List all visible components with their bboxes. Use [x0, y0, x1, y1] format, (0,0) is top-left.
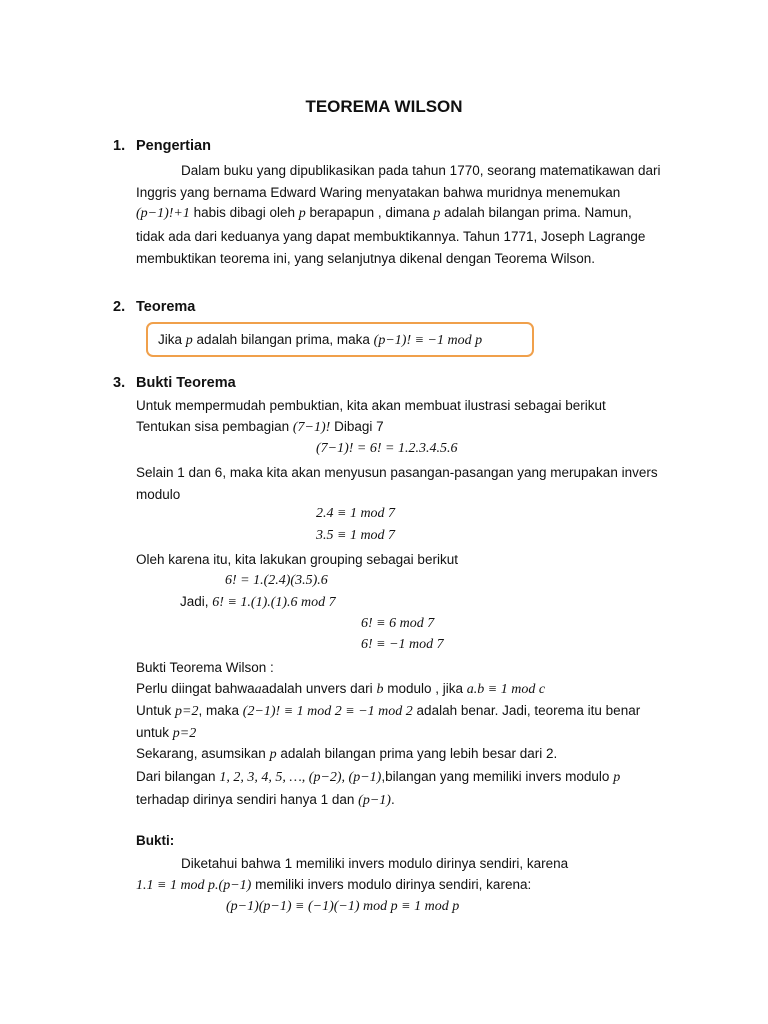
- text: habis dibagi oleh: [193, 205, 295, 220]
- math-7-factorial: (7−1)!: [292, 420, 331, 435]
- text: untuk: [136, 725, 170, 740]
- text: adalah bilangan prima, maka: [196, 332, 370, 347]
- section-3-line-13: [136, 792, 395, 809]
- text: adalah unvers dari: [261, 681, 373, 696]
- math-p: p: [433, 206, 441, 221]
- equation-2: 2.4 ≡ 1 mod 7: [316, 506, 396, 521]
- math-p: p: [269, 747, 277, 762]
- equation-6: 6! ≡ 6 mod 7: [361, 616, 435, 631]
- section-3-heading: Bukti Teorema: [136, 375, 236, 391]
- text: Untuk: [136, 703, 172, 718]
- section-3-line-9: [136, 703, 640, 720]
- math-proof-expr: 1.1 ≡ 1 mod p.(p−1): [136, 878, 252, 893]
- section-3-line-8: [136, 681, 545, 698]
- section-1-line-4: tidak ada dari keduanya yang dapat membuktikannya. Tahun 1771, Joseph Lagrange: [136, 229, 646, 244]
- math-theorem: (p−1)! ≡ −1 mod p: [373, 333, 483, 348]
- section-1-line-1: Dalam buku yang dipublikasikan pada tahun 1770, seorang matematikawan dari: [181, 163, 661, 178]
- math-p-equals-2: p=2: [175, 704, 199, 719]
- section-3-number: 3.: [113, 375, 126, 391]
- section-3-line-7: Bukti Teorema Wilson :: [136, 660, 274, 675]
- math-b: b: [376, 682, 384, 697]
- text: ,bilangan yang memiliki invers modulo: [381, 769, 610, 784]
- equation-3: 3.5 ≡ 1 mod 7: [316, 528, 396, 543]
- math-p: p: [613, 770, 621, 785]
- math-p: p: [298, 206, 306, 221]
- text: berapapun , dimana: [309, 205, 430, 220]
- text: Tentukan sisa pembagian: [136, 419, 290, 434]
- math-p-factorial-plus-1: (p−1)!+1: [136, 206, 190, 221]
- section-1-number: 1.: [113, 138, 126, 154]
- text: memiliki invers modulo dirinya sendiri, karena:: [255, 877, 532, 892]
- theorem-statement: [158, 332, 482, 349]
- section-1-line-5: membuktikan teorema ini, yang selanjutnya dikenal dengan Teorema Wilson.: [136, 251, 596, 266]
- math-a: a: [254, 682, 262, 697]
- math-p-minus-1: (p−1): [358, 793, 391, 808]
- text: modulo , jika: [387, 681, 463, 696]
- section-3-line-6: [180, 594, 336, 611]
- section-3-line-3: Selain 1 dan 6, maka kita akan menyusun pasangan-pasangan yang merupakan invers: [136, 465, 658, 480]
- section-1-heading: Pengertian: [136, 138, 211, 154]
- section-3-line-4: modulo: [136, 487, 181, 502]
- section-1-line-2: Inggris yang bernama Edward Waring menyatakan bahwa muridnya menemukan: [136, 185, 621, 200]
- section-2-heading: Teorema: [136, 299, 196, 315]
- text: adalah bilangan prima yang lebih besar dari 2.: [280, 746, 558, 761]
- text: , maka: [198, 703, 240, 718]
- section-3-line-10: [136, 725, 196, 742]
- equation-5: 6! ≡ 1.(1).(1).6 mod 7: [212, 595, 336, 610]
- equation-7: 6! ≡ −1 mod 7: [361, 637, 444, 652]
- math-p: p: [185, 333, 193, 348]
- text: adalah benar. Jadi, teorema itu benar: [416, 703, 641, 718]
- page-title: TEOREMA WILSON: [305, 97, 463, 116]
- text: Dari bilangan: [136, 769, 216, 784]
- text: .: [390, 792, 395, 807]
- math-inverse-def: a.b ≡ 1 mod c: [466, 682, 546, 697]
- equation-1: (7−1)! = 6! = 1.2.3.4.5.6: [316, 441, 458, 456]
- text: Dibagi 7: [334, 419, 384, 434]
- equation-4: 6! = 1.(2.4)(3.5).6: [225, 573, 328, 588]
- math-p-equals-2: p=2: [172, 726, 197, 741]
- math-number-list: 1, 2, 3, 4, 5, …, (p−2), (p−1): [219, 770, 382, 785]
- math-case-p2: (2−1)! ≡ 1 mod 2 ≡ −1 mod 2: [242, 704, 413, 719]
- section-1-line-3: [136, 205, 632, 222]
- proof-line-2: [136, 877, 531, 894]
- section-3-line-1: Untuk mempermudah pembuktian, kita akan membuat ilustrasi sebagai berikut: [136, 398, 606, 413]
- text: Jadi,: [180, 594, 209, 609]
- text: Perlu diingat bahwa: [136, 681, 255, 696]
- proof-equation: (p−1)(p−1) ≡ (−1)(−1) mod p ≡ 1 mod p: [226, 899, 460, 914]
- section-3-line-12: [136, 769, 620, 786]
- text: Sekarang, asumsikan: [136, 746, 266, 761]
- section-3-line-5: Oleh karena itu, kita lakukan grouping sebagai berikut: [136, 552, 458, 567]
- section-2-number: 2.: [113, 299, 126, 315]
- text: terhadap dirinya sendiri hanya 1 dan: [136, 792, 355, 807]
- text: Jika: [158, 332, 183, 347]
- section-3-line-11: [136, 746, 557, 763]
- section-3-line-2: [136, 419, 384, 436]
- text: adalah bilangan prima. Namun,: [444, 205, 632, 220]
- proof-heading: Bukti:: [136, 833, 175, 848]
- proof-line-1: Diketahui bahwa 1 memiliki invers modulo dirinya sendiri, karena: [181, 856, 569, 871]
